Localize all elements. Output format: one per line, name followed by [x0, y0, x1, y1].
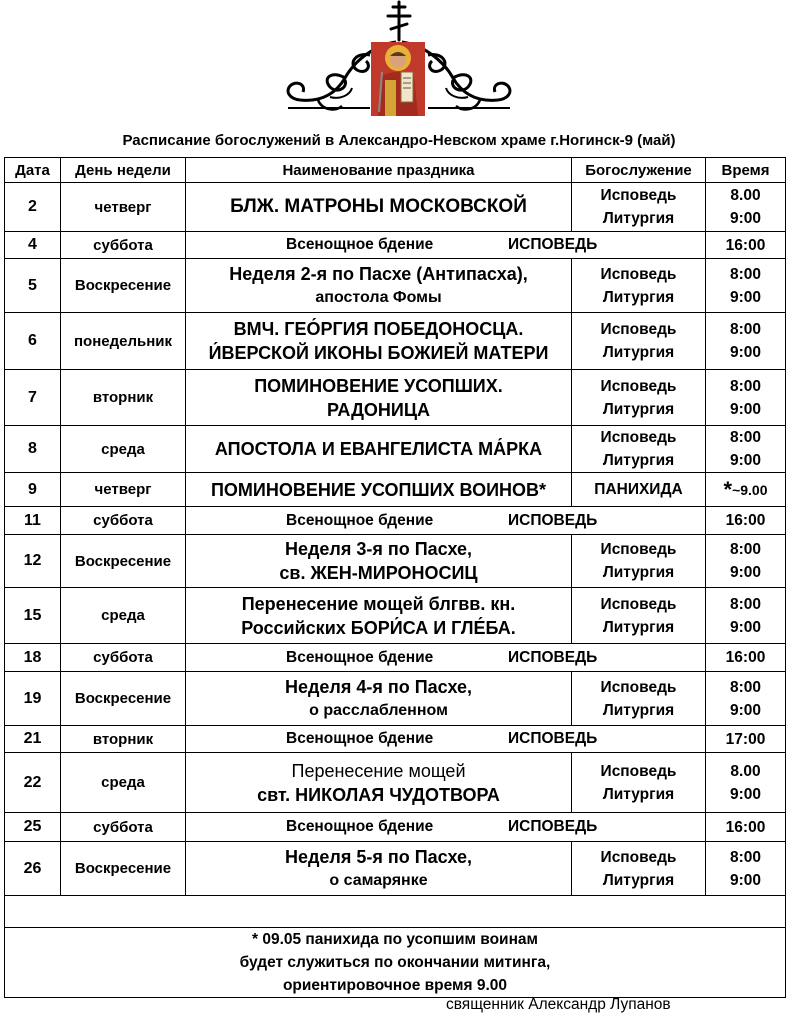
feast-line: Перенесение мощей блгвв. кн. — [241, 593, 516, 614]
row-time: 17:00 — [706, 726, 786, 753]
row-weekday: понедельник — [61, 313, 186, 370]
service-line: Литургия — [602, 210, 675, 227]
row-date: 4 — [5, 232, 61, 259]
row-weekday: суббота — [61, 644, 186, 672]
footnote-line: будет служиться по окончании митинга, — [239, 954, 551, 971]
row-service — [572, 313, 706, 370]
table-row — [5, 259, 786, 313]
row-time — [706, 842, 786, 896]
confession-label: ИСПОВЕДЬ — [508, 236, 598, 253]
time-line: 9:00 — [729, 344, 762, 361]
row-service — [572, 370, 706, 426]
row-date: 18 — [5, 644, 61, 672]
row-date: 22 — [5, 753, 61, 813]
table-row — [5, 842, 786, 896]
row-vigil — [186, 507, 706, 535]
service-line: Исповедь — [600, 762, 677, 780]
table-row — [5, 507, 786, 535]
feast-line: Российских БОРИ́СА И ГЛЕ́БА. — [241, 617, 516, 638]
table-row — [5, 426, 786, 473]
confession-label: ИСПОВЕДЬ — [508, 511, 598, 529]
table-row — [5, 183, 786, 232]
table-row — [5, 813, 786, 842]
row-time — [706, 426, 786, 473]
row-date: 12 — [5, 535, 61, 588]
page-title: Расписание богослужений в Александро-Невском храме г.Ногинск-9 (май) — [122, 132, 676, 149]
row-feast — [186, 313, 572, 370]
service-line: Исповедь — [600, 595, 677, 613]
row-feast — [186, 588, 572, 644]
feast-line: Неделя 3-я по Пасхе, — [284, 539, 473, 559]
service-line: Исповедь — [600, 848, 677, 866]
column-header-service: Богослужение — [572, 158, 706, 183]
row-date: 21 — [5, 726, 61, 753]
time-line: 8:00 — [729, 377, 762, 395]
row-weekday: суббота — [61, 813, 186, 842]
feast-line: АПОСТОЛА И ЕВАНГЕЛИСТА МА́РКА — [214, 439, 543, 459]
feast-line: апостола Фомы — [315, 288, 442, 306]
empty-cell — [5, 896, 786, 928]
service-line: Литургия — [602, 400, 675, 418]
time-line: 9:00 — [729, 618, 762, 636]
table-row — [5, 473, 786, 507]
saint-icon-image — [371, 42, 425, 116]
row-weekday: Воскресение — [61, 259, 186, 313]
row-service — [572, 842, 706, 896]
row-time — [706, 259, 786, 313]
time-line: 8:00 — [729, 678, 762, 696]
row-time — [706, 672, 786, 726]
time-line: 8.00 — [730, 762, 761, 780]
feast-line: Неделя 2-я по Пасхе (Антипасха), — [229, 263, 528, 284]
time-line: 8:00 — [729, 541, 762, 558]
row-weekday: суббота — [61, 232, 186, 259]
row-weekday: вторник — [61, 370, 186, 426]
service-line: Литургия — [602, 288, 675, 306]
column-header-time: Время — [706, 158, 786, 183]
row-weekday: среда — [61, 753, 186, 813]
row-service — [572, 535, 706, 588]
time-line: 8.00 — [730, 187, 761, 204]
table-row — [5, 672, 786, 726]
footnote-line: ориентировочное время 9.00 — [282, 977, 508, 994]
row-weekday: вторник — [61, 726, 186, 753]
time-line: 9:00 — [729, 210, 762, 227]
row-feast — [186, 183, 572, 232]
service-line: Исповедь — [600, 377, 677, 395]
row-time: 16:00 — [706, 813, 786, 842]
row-vigil — [186, 232, 706, 259]
row-date: 7 — [5, 370, 61, 426]
row-date: 19 — [5, 672, 61, 726]
row-feast — [186, 535, 572, 588]
row-date: 11 — [5, 507, 61, 535]
confession-label: ИСПОВЕДЬ — [508, 818, 598, 835]
row-weekday: Воскресение — [61, 842, 186, 896]
row-time: 16:00 — [706, 507, 786, 535]
row-weekday: Воскресение — [61, 535, 186, 588]
confession-label: ИСПОВЕДЬ — [508, 648, 598, 666]
row-date: 15 — [5, 588, 61, 644]
feast-line: Неделя 4-я по Пасхе, — [284, 676, 473, 697]
table-row — [5, 753, 786, 813]
feast-line: о расслабленном — [309, 701, 448, 719]
confession-label: ИСПОВЕДЬ — [508, 730, 598, 747]
time-line: 8:00 — [729, 321, 762, 338]
row-service — [572, 753, 706, 813]
table-row — [5, 232, 786, 259]
row-time — [706, 183, 786, 232]
vigil-label: Всенощное бдение — [286, 730, 434, 747]
orthodox-cross-icon — [388, 2, 410, 40]
row-weekday: Воскресение — [61, 672, 186, 726]
row-date: 5 — [5, 259, 61, 313]
row-time — [706, 535, 786, 588]
service-line: Исповедь — [600, 265, 677, 283]
table-row — [5, 535, 786, 588]
column-header-feast: Наименование праздника — [186, 158, 572, 183]
row-vigil — [186, 726, 706, 753]
service-line: Литургия — [602, 871, 675, 889]
footnote-cell — [5, 928, 786, 998]
row-service — [572, 259, 706, 313]
row-date: 8 — [5, 426, 61, 473]
row-feast — [186, 259, 572, 313]
row-time — [706, 313, 786, 370]
column-header-date: Дата — [5, 158, 61, 183]
vigil-label: Всенощное бдение — [286, 236, 434, 253]
approx-time: ~9.00 — [732, 481, 768, 498]
time-line: 9:00 — [729, 785, 762, 803]
row-time — [706, 473, 786, 507]
row-time — [706, 370, 786, 426]
service-line: Литургия — [602, 618, 675, 636]
feast-line: ВМЧ. ГЕО́РГИЯ ПОБЕДОНОСЦА. — [233, 319, 524, 339]
header-ornament — [0, 0, 798, 125]
footnote-line: * 09.05 панихида по усопшим воинам — [251, 931, 539, 948]
row-feast — [186, 753, 572, 813]
row-feast — [186, 426, 572, 473]
column-header-weekday: День недели — [61, 158, 186, 183]
row-time: 16:00 — [706, 644, 786, 672]
row-service — [572, 183, 706, 232]
table-row — [5, 644, 786, 672]
table-header-row — [5, 158, 786, 183]
feast-line: Перенесение мощей — [291, 760, 466, 781]
vigil-label: Всенощное бдение — [286, 511, 434, 529]
empty-row — [5, 896, 786, 928]
service-line: Литургия — [602, 344, 675, 361]
service-line: Литургия — [602, 564, 675, 581]
row-feast — [186, 842, 572, 896]
feast-line: ПОМИНОВЕНИЕ УСОПШИХ ВОИНОВ* — [210, 479, 547, 500]
row-weekday: четверг — [61, 183, 186, 232]
feast-line: БЛЖ. МАТРОНЫ МОСКОВСКОЙ — [230, 196, 527, 217]
row-weekday: суббота — [61, 507, 186, 535]
row-date: 25 — [5, 813, 61, 842]
footnote-row — [5, 928, 786, 998]
feast-line: св. ЖЕН-МИРОНОСИЦ — [279, 563, 478, 583]
row-date: 26 — [5, 842, 61, 896]
time-line: 9:00 — [729, 400, 762, 418]
time-line: 9:00 — [729, 452, 762, 469]
row-date: 6 — [5, 313, 61, 370]
time-line: 9:00 — [729, 871, 762, 889]
row-service — [572, 672, 706, 726]
time-line: 8:00 — [729, 265, 762, 283]
asterisk-mark: * — [723, 476, 733, 502]
feast-line: свт. НИКОЛАЯ ЧУДОТВОРА — [257, 784, 500, 805]
row-vigil — [186, 644, 706, 672]
service-line: Исповедь — [600, 678, 677, 696]
table-row — [5, 726, 786, 753]
table-row — [5, 370, 786, 426]
row-time: 16:00 — [706, 232, 786, 259]
priest-signature: священник Александр Лупанов — [446, 996, 671, 1013]
vigil-label: Всенощное бдение — [286, 818, 434, 835]
time-line: 8:00 — [729, 595, 762, 613]
row-feast — [186, 370, 572, 426]
row-weekday: среда — [61, 426, 186, 473]
row-service — [572, 588, 706, 644]
schedule-table — [4, 157, 786, 998]
service-line: Исповедь — [600, 187, 677, 204]
feast-line: РАДОНИЦА — [327, 399, 430, 420]
service-line: Литургия — [602, 452, 675, 469]
service-line: Исповедь — [600, 321, 677, 338]
row-feast — [186, 473, 572, 507]
row-feast — [186, 672, 572, 726]
time-line: 8:00 — [729, 429, 762, 446]
row-vigil — [186, 813, 706, 842]
feast-line: ПОМИНОВЕНИЕ УСОПШИХ. — [254, 375, 503, 396]
row-weekday: четверг — [61, 473, 186, 507]
service-line: Литургия — [602, 785, 675, 803]
feast-line: Неделя 5-я по Пасхе, — [284, 846, 473, 867]
vigil-label: Всенощное бдение — [286, 648, 434, 666]
time-line: 9:00 — [729, 564, 762, 581]
service-line: Исповедь — [600, 429, 677, 446]
service-line: Исповедь — [600, 541, 677, 558]
row-date: 2 — [5, 183, 61, 232]
row-service: ПАНИХИДА — [572, 473, 706, 507]
row-date: 9 — [5, 473, 61, 507]
row-time — [706, 588, 786, 644]
service-line: Литургия — [602, 701, 675, 719]
table-row — [5, 313, 786, 370]
table-row — [5, 588, 786, 644]
feast-line: о самарянке — [329, 871, 428, 889]
row-service — [572, 426, 706, 473]
time-line: 8:00 — [729, 848, 762, 866]
row-weekday: среда — [61, 588, 186, 644]
time-line: 9:00 — [729, 701, 762, 719]
row-time — [706, 753, 786, 813]
time-line: 9:00 — [729, 288, 762, 306]
feast-line: И́ВЕРСКОЙ ИКОНЫ БОЖИЕЙ МАТЕРИ — [208, 343, 549, 363]
